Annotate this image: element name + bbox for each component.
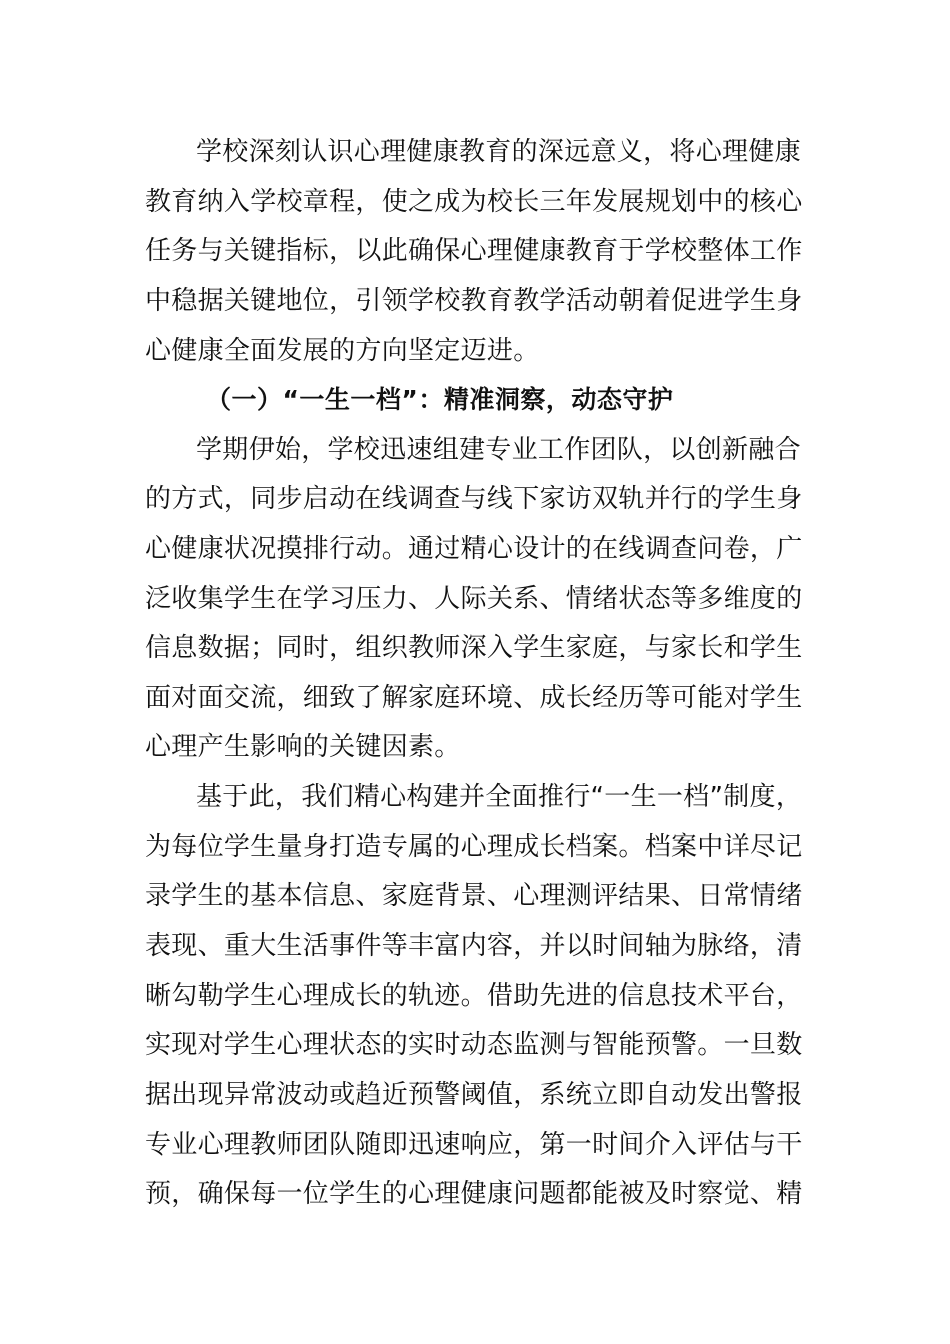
paragraph-2-line-4: 泛收集学生在学习压力、人际关系、情绪状态等多维度的 <box>145 584 803 614</box>
paragraph-1-line-5: 心健康全面发展的方向坚定迈进。 <box>145 336 540 366</box>
paragraph-1-line-4: 中稳据关键地位，引领学校教育教学活动朝着促进学生身 <box>145 286 803 316</box>
paragraph-3-line-7: 据出现异常波动或趋近预警阈值，系统立即自动发出警报 <box>145 1080 803 1110</box>
paragraph-3-line-6: 实现对学生心理状态的实时动态监测与智能预警。一旦数 <box>145 1030 803 1060</box>
paragraph-3-line-2: 为每位学生量身打造专属的心理成长档案。档案中详尽记 <box>145 832 803 862</box>
paragraph-2-line-5: 信息数据；同时，组织教师深入学生家庭，与家长和学生 <box>145 633 803 663</box>
paragraph-1-line-1: 学校深刻认识心理健康教育的深远意义，将心理健康 <box>196 137 801 167</box>
section-heading: （一）“一生一档”：精准洞察，动态守护 <box>206 385 674 414</box>
paragraph-1-line-3: 任务与关键指标，以此确保心理健康教育于学校整体工作 <box>145 236 803 266</box>
paragraph-3-line-1: 基于此，我们精心构建并全面推行“一生一档”制度， <box>196 782 803 812</box>
paragraph-2-line-3: 心健康状况摸排行动。通过精心设计的在线调查问卷，广 <box>145 534 803 564</box>
paragraph-3-line-4: 表现、重大生活事件等丰富内容，并以时间轴为脉络，清 <box>145 931 803 961</box>
paragraph-2-line-2: 的方式，同步启动在线调查与线下家访双轨并行的学生身 <box>145 484 803 514</box>
paragraph-3-line-5: 晰勾勒学生心理成长的轨迹。借助先进的信息技术平台， <box>145 981 803 1011</box>
paragraph-2-line-7: 心理产生影响的关键因素。 <box>145 732 461 762</box>
paragraph-3-line-9: 预，确保每一位学生的心理健康问题都能被及时察觉、精 <box>145 1179 803 1209</box>
paragraph-2-line-6: 面对面交流，细致了解家庭环境、成长经历等可能对学生 <box>145 683 803 713</box>
paragraph-1-line-2: 教育纳入学校章程，使之成为校长三年发展规划中的核心 <box>145 187 803 217</box>
paragraph-3-line-8: 专业心理教师团队随即迅速响应，第一时间介入评估与干 <box>145 1130 803 1160</box>
paragraph-3-line-3: 录学生的基本信息、家庭背景、心理测评结果、日常情绪 <box>145 881 803 911</box>
paragraph-2-line-1: 学期伊始，学校迅速组建专业工作团队，以创新融合 <box>196 435 801 465</box>
